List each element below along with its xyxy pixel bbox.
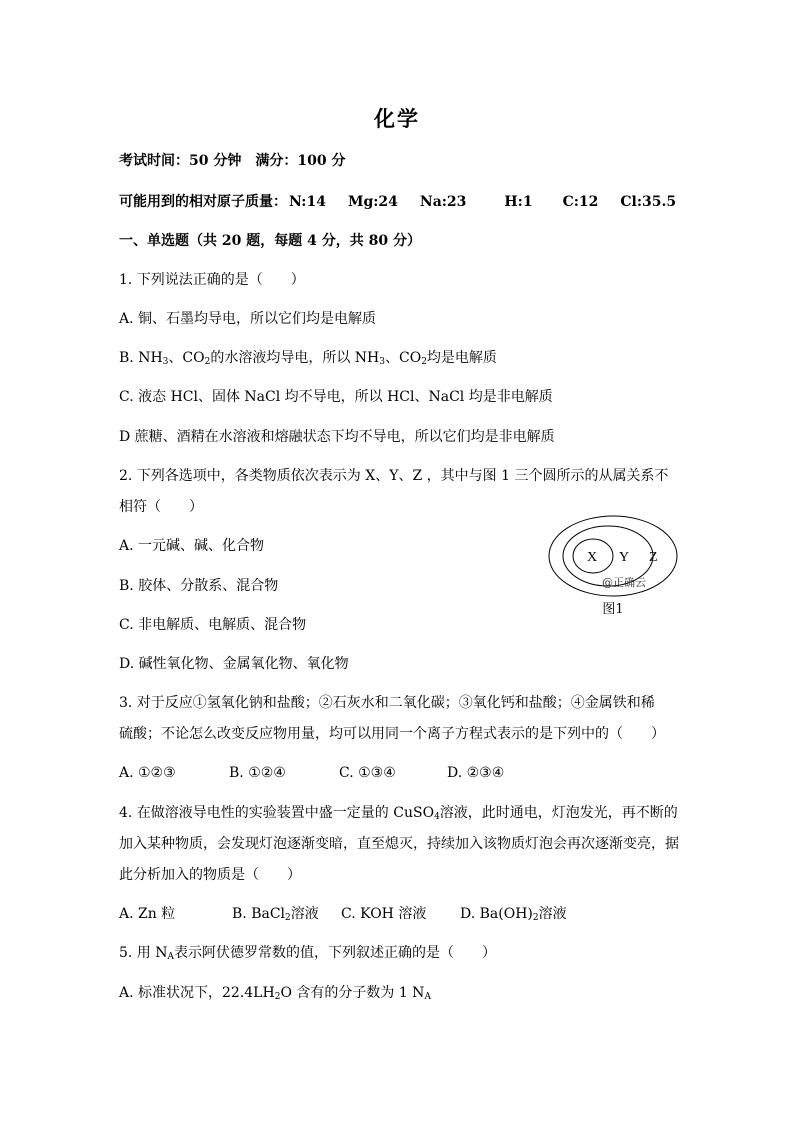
q2-stem-line2: 相符（ ） [119,499,203,515]
atomic-mass-na: Na:23 [419,194,467,210]
q1-option-a: A. 铜、石墨均导电，所以它们均是电解质 [119,311,377,327]
q1-option-b: B. $NH_3$、$CO_2$的水溶液均导电，所以 $NH_3$、$CO_2$均是电解质 [119,350,497,367]
label-y: Y [619,550,630,565]
q4-option-b: B. BaCl$_2$溶液 [232,906,319,923]
q3-option-b: B. ①②④ [229,765,286,781]
section-title: 一、单选题（共 20 题，每题 4 分，共 80 分） [119,233,421,249]
venn-figure [546,514,680,620]
q2-option-c: C. 非电解质、电解质、混合物 [119,617,307,633]
label-z: Z [649,550,658,565]
q3-option-c: C. ①③④ [339,765,396,781]
atomic-mass-n: N:14 [289,194,326,210]
q4-option-d: D. $Ba(OH)_2$溶液 [460,906,567,923]
q3-stem-line2: 硫酸；不论怎么改变反应物用量，均可以用同一个离子方程式表示的是下列中的（ ） [119,726,665,742]
q2-option-d: D. 碱性氧化物、金属氧化物、氧化物 [119,656,349,672]
atomic-mass-line [119,193,698,211]
q5-stem: 5. 用 $N_A$表示阿伏德罗常数的值，下列叙述正确的是（ ） [119,945,497,962]
exam-info: 考试时间：50 分钟 满分：100 分 [119,153,346,169]
q1-option-d: D 蔗糖、酒精在水溶液和熔融状态下均不导电，所以它们均是非电解质 [119,429,555,445]
atomic-mass-mg: Mg:24 [347,194,398,210]
atomic-mass-c: C:12 [562,194,599,210]
q4-option-a: A. Zn 粒 [119,906,176,922]
q3-option-d: D. ②③④ [447,765,505,781]
q3-option-a: A. ①②③ [119,765,176,781]
q3-stem-line1: 3. 对于反应①氢氧化钠和盐酸；②石灰水和二氧化碳；③氧化钙和盐酸；④金属铁和稀 [119,695,655,711]
label-x: X [587,550,598,565]
q2-option-a: A. 一元碱、碱、化合物 [119,538,265,554]
q4-stem-line1: 4. 在做溶液导电性的实验装置中盛一定量的 CuSO$_4$溶液，此时通电，灯泡发光，再不断的 [119,805,678,822]
atomic-mass-cl: Cl:35.5 [620,194,677,210]
q5-option-a: A. 标准状况下，$22.4LH_2O$ 含有的分子数为 1 $N_A$ [119,985,431,1002]
q2-option-b: B. 胶体、分散系、混合物 [119,578,279,594]
q4-option-c: C. KOH 溶液 [341,906,427,922]
q1-stem: 1. 下列说法正确的是（ ） [119,272,305,288]
q4-stem-line2: 加入某种物质，会发现灯泡逐渐变暗，直至熄灭，持续加入该物质灯泡会再次逐渐变亮，据 [119,836,679,852]
atomic-mass-h: H:1 [504,194,533,210]
q1-option-c: C. 液态 HCl、固体 NaCl 均不导电，所以 HCl、NaCl 均是非电解质 [119,389,553,405]
q4-stem-line3: 此分析加入的物质是（ ） [119,867,301,883]
figure-caption: 图1 [602,602,624,617]
q2-stem-line1: 2. 下列各选项中，各类物质依次表示为 X、Y、Z ，其中与图 1 三个圆所示的从属关系不 [119,468,669,484]
watermark: @正确云 [602,576,646,589]
page-title: 化学 [374,106,420,131]
atomic-mass-label: 可能用到的相对原子质量： [119,194,287,210]
q4-options [119,905,567,923]
q3-options [119,764,504,782]
